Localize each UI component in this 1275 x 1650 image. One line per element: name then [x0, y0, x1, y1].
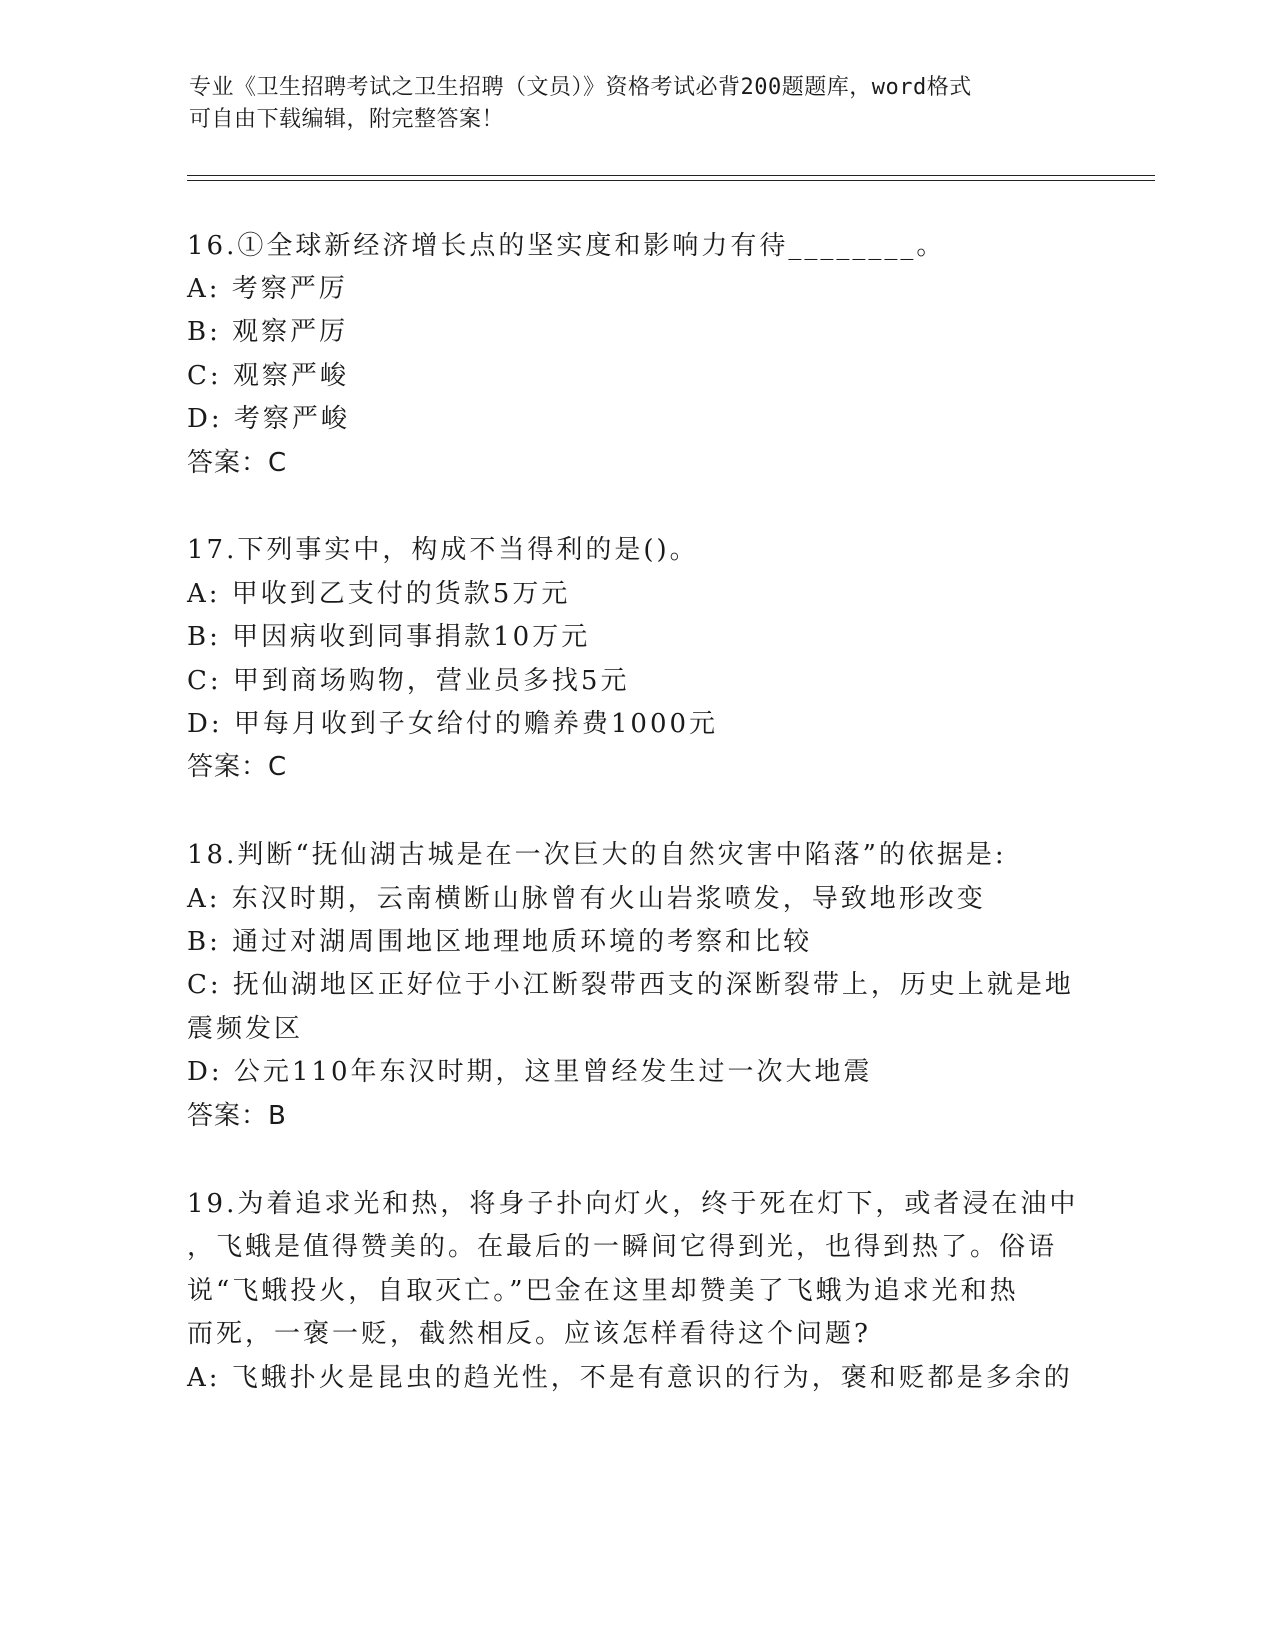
question-17-answer: 答案：C — [187, 752, 288, 782]
question-18-answer: 答案：B — [187, 1101, 287, 1131]
header-title-line-1: 专业《卫生招聘考试之卫生招聘（文员）》资格考试必背200题题库，word格式 — [189, 75, 972, 100]
question-18-option-c-line-1: C: 抚仙湖地区正好位于小江断裂带西支的深断裂带上，历史上就是地 — [187, 970, 1074, 1000]
question-16-answer: 答案：C — [187, 448, 288, 478]
document-header — [189, 72, 1069, 136]
question-17-stem: 17.下列事实中，构成不当得利的是()。 — [187, 535, 699, 565]
question-19-stem-line-2: ，飞蛾是值得赞美的。在最后的一瞬间它得到光，也得到热了。俗语 — [187, 1232, 1058, 1262]
question-19-stem-line-3: 说“飞蛾投火，自取灭亡。”巴金在这里却赞美了飞蛾为追求光和热 — [187, 1276, 1019, 1306]
question-18-option-d: D: 公元110年东汉时期，这里曾经发生过一次大地震 — [187, 1057, 873, 1087]
question-19-stem-line-4: 而死，一褒一贬，截然相反。应该怎样看待这个问题? — [187, 1319, 871, 1349]
question-18-option-c-line-2: 震频发区 — [187, 1014, 304, 1044]
header-divider-bottom — [187, 180, 1155, 181]
question-19-stem-line-1: 19.为着追求光和热，将身子扑向灯火，终于死在灯下，或者浸在油中 — [187, 1189, 1079, 1219]
question-16-option-c: C: 观察严峻 — [187, 361, 349, 391]
question-17-option-d: D: 甲每月收到子女给付的赡养费1000元 — [187, 709, 719, 739]
question-18-option-a: A: 东汉时期，云南横断山脉曾有火山岩浆喷发，导致地形改变 — [187, 884, 986, 914]
question-16-option-d: D: 考察严峻 — [187, 404, 350, 434]
question-18-option-b: B: 通过对湖周围地区地理地质环境的考察和比较 — [187, 927, 813, 957]
header-divider-top — [187, 175, 1155, 176]
question-19-option-a: A: 飞蛾扑火是昆虫的趋光性，不是有意识的行为，褒和贬都是多余的 — [187, 1363, 1073, 1393]
question-17-option-a: A: 甲收到乙支付的货款5万元 — [187, 579, 571, 609]
question-16-option-a: A: 考察严厉 — [187, 274, 348, 304]
question-16-stem: 16.①全球新经济增长点的坚实度和影响力有待________。 — [187, 231, 946, 261]
question-16-option-b: B: 观察严厉 — [187, 317, 349, 347]
question-18-stem: 18.判断“抚仙湖古城是在一次巨大的自然灾害中陷落”的依据是: — [187, 840, 1007, 870]
header-title-line-2: 可自由下载编辑，附完整答案！ — [189, 107, 505, 132]
question-17-option-c: C: 甲到商场购物，营业员多找5元 — [187, 666, 630, 696]
question-17-option-b: B: 甲因病收到同事捐款10万元 — [187, 622, 591, 652]
